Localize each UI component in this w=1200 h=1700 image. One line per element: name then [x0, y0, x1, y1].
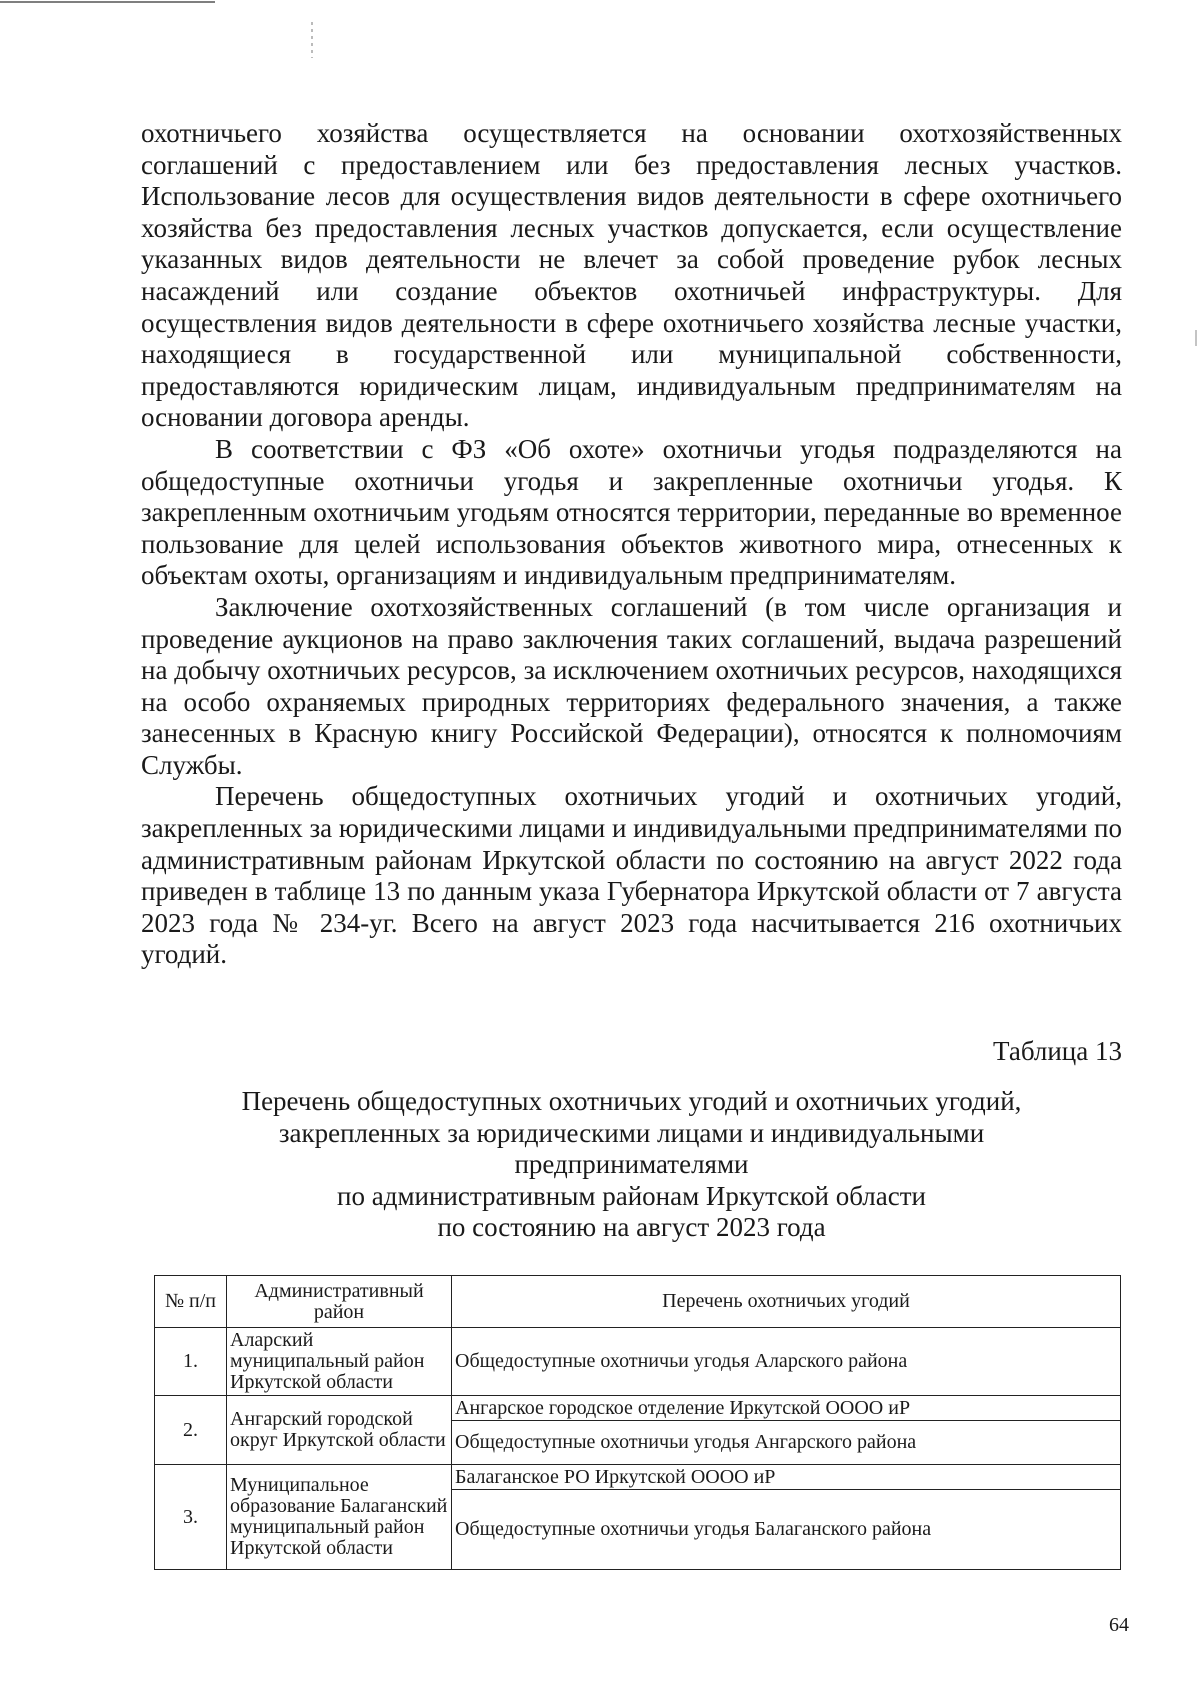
header-num: № п/п: [155, 1276, 227, 1328]
row-land: Общедоступные охотничьи угодья Ангарского района: [452, 1421, 1121, 1465]
header-district: Административный район: [227, 1276, 452, 1328]
table-title-line: предпринимателями: [514, 1149, 749, 1179]
table-caption: Таблица 13: [993, 1036, 1122, 1066]
body-text: [141, 118, 1122, 971]
row-district: Ангарский городской округ Иркутской области: [227, 1396, 452, 1465]
row-district: Муниципальное образование Балаганский муниципальный район Иркутской области: [227, 1465, 452, 1570]
paragraph-service-powers: Заключение охотхозяйственных соглашений (в том числе организация и проведение аукционов на право заключения таких соглашений, выдача разрешений на добычу охотничьих ресурсов, за исключением охотничьих ресурсов, находящихся на особо охраняемых природных территориях федерального значения, а также занесенных в Красную книгу Российской Федерации), относятся к полномочиям Службы.: [141, 591, 1122, 780]
row-land: Общедоступные охотничьи угодья Аларского района: [452, 1328, 1121, 1396]
row-land: Балаганское РО Иркутской ОООО иР: [452, 1465, 1121, 1490]
table-row: [155, 1465, 1121, 1490]
paragraph-table-reference: Перечень общедоступных охотничьих угодий и охотничьих угодий, закрепленных за юридическими лицами и индивидуальными предпринимателями по административным районам Иркутской области по состоянию на август 2022 года приведен в таблице 13 по данным указа Губернатора Иркутской области от 7 августа 2023 года № 234-уг. Всего на август 2023 года насчитывается 216 охотничьих угодий.: [141, 781, 1122, 970]
header-list: Перечень охотничьих угодий: [452, 1276, 1121, 1328]
table-header-row: [155, 1276, 1121, 1328]
table-title-line: по административным районам Иркутской области: [337, 1180, 926, 1211]
table-row: [155, 1396, 1121, 1421]
table-row: [155, 1328, 1121, 1396]
row-num: 3.: [155, 1465, 227, 1570]
table-title: [141, 1086, 1122, 1244]
page-number: 64: [1109, 1614, 1129, 1636]
paragraph-hunting-land-types: В соответствии с ФЗ «Об охоте» охотничьи угодья подразделяются на общедоступные охотничьи угодья и закрепленные охотничьи угодья. К закрепленным охотничьим угодьям относятся территории, переданные во временное пользование для целей использования объектов животного мира, отнесенных к объектам охоты, организациям и индивидуальным предпринимателям.: [141, 433, 1122, 591]
table-title-line: Перечень общедоступных охотничьих угодий и охотничьих угодий,: [241, 1086, 1022, 1116]
row-num: 2.: [155, 1396, 227, 1465]
table-title-line: по состоянию на август 2023 года: [437, 1212, 826, 1242]
hunting-lands-table: [154, 1275, 1121, 1570]
row-district: Аларский муниципальный район Иркутской области: [227, 1328, 452, 1396]
row-num: 1.: [155, 1328, 227, 1396]
paragraph-hunting-lease: охотничьего хозяйства осуществляется на основании охотхозяйственных соглашений с предоставлением или без предоставления лесных участков. Использование лесов для осуществления видов деятельности в сфере охотничьего хозяйства без предоставления лесных участков допускается, если осуществление указанных видов деятельности не влечет за собой проведение рубок лесных насаждений или создание объектов охотничьей инфраструктуры. Для осуществления видов деятельности в сфере охотничьего хозяйства лесные участки, находящиеся в государственной или муниципальной собственности, предоставляются юридическим лицам, индивидуальным предпринимателям на основании договора аренды.: [141, 118, 1122, 433]
table-title-line: закрепленных за юридическими лицами и индивидуальными: [278, 1117, 985, 1148]
row-land: Ангарское городское отделение Иркутской ОООО иР: [452, 1396, 1121, 1421]
row-land: Общедоступные охотничьи угодья Балаганского района: [452, 1490, 1121, 1570]
